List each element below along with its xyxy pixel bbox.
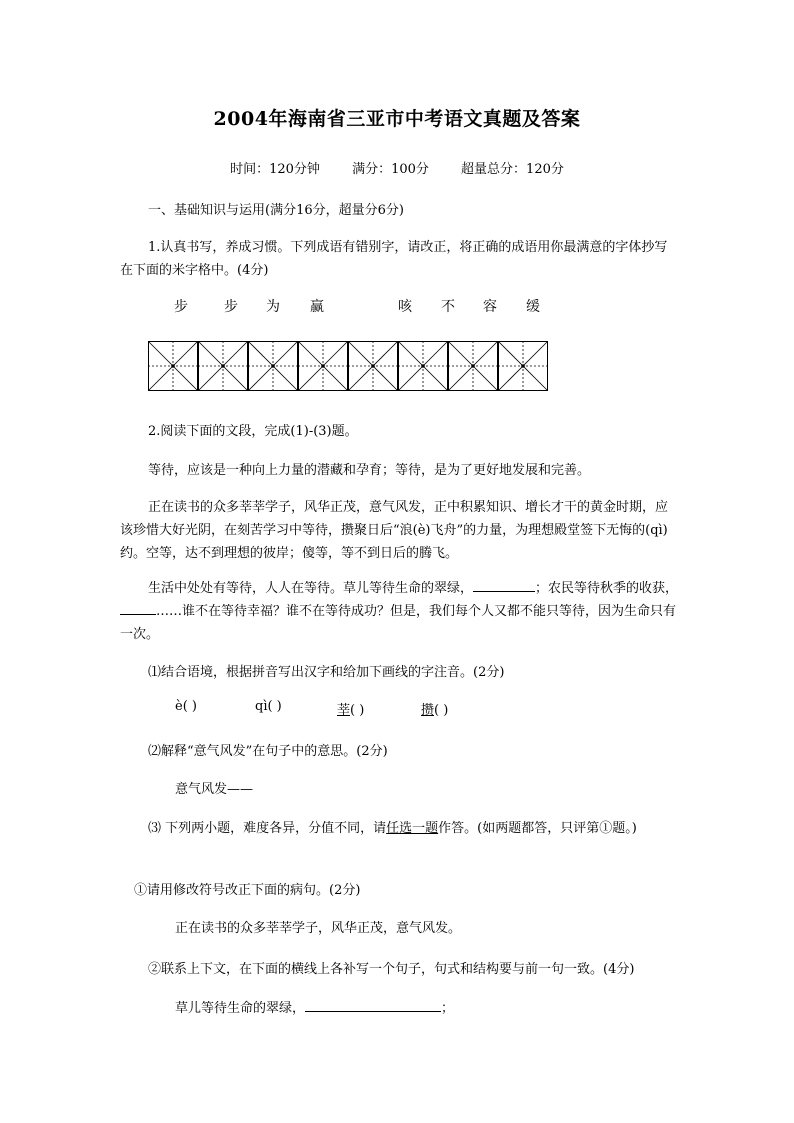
subquestion-2: ⑵解释“意气风发”在句子中的意思。(2分) xyxy=(148,744,388,759)
idiom-char: 咳 xyxy=(398,299,412,315)
exam-total-score: 超量总分：120分 xyxy=(461,162,564,177)
exam-time: 时间：120分钟 xyxy=(230,162,320,177)
subquestion-3-text: 作答。(如两题都答，只评第①题。) xyxy=(438,821,637,836)
idiom-char: 容 xyxy=(483,299,497,315)
passage-paragraph-2: 正在读书的众多莘莘学子，风华正茂，意气风发，正中积累知识、增长才干的黄金时期，应该珍惜大好光阴，在刻苦学习中等待，攒聚日后“浪(è)飞舟”的力量，为理想殿堂签下无悔的(qì)约。空等，达不到理想的彼岸；傻等，等不到日后的腾飞。 xyxy=(120,500,669,561)
passage-paragraph-3 xyxy=(120,577,680,646)
passage-text: ；农民等待秋季的收获， xyxy=(535,581,679,596)
mi-character-grid[interactable] xyxy=(148,341,548,391)
passage-text: 生活中处处有等待，人人在等待。草儿等待生命的翠绿， xyxy=(148,581,474,596)
section-heading: 一、基础知识与运用(满分16分，超量分6分) xyxy=(148,203,404,218)
char-item xyxy=(337,699,364,718)
passage-paragraph-1: 等待，应该是一种向上力量的潜藏和孕育；等待，是为了更好地发展和完善。 xyxy=(148,463,591,478)
idiom-char: 不 xyxy=(441,299,455,315)
subquestion-3-text: ⑶ 下列两小题，难度各异，分值不同，请 xyxy=(148,821,387,836)
sub-item-2-text: 草儿等待生命的翠绿， xyxy=(175,1001,306,1016)
subquestion-1: ⑴结合语境，根据拼音写出汉字和给加下画线的字注音。(2分) xyxy=(148,665,505,680)
sub-item-1: ①请用修改符号改正下面的病句。(2分) xyxy=(134,883,361,898)
exam-meta xyxy=(0,158,794,177)
char-paren: ( ) xyxy=(434,703,449,718)
idiom-char: 步 xyxy=(174,299,188,315)
page-title: 2004年海南省三亚市中考语文真题及答案 xyxy=(213,108,581,130)
char-item xyxy=(421,699,448,718)
underlined-char: 攒 xyxy=(421,703,435,718)
pinyin-item: qì( ) xyxy=(255,699,282,714)
idiom-char: 赢 xyxy=(310,299,324,315)
answer-blank[interactable] xyxy=(120,602,156,615)
question-2-intro: 2.阅读下面的文段，完成(1)-(3)题。 xyxy=(148,424,358,439)
question-1-text: 1.认真书写，养成习惯。下列成语有错别字，请改正，将正确的成语用你最满意的字体抄写在下面的米字格中。(4分) xyxy=(120,240,668,278)
idiom-chars xyxy=(0,296,794,316)
sub-item-2-line xyxy=(175,997,454,1016)
subquestion-3-emphasis: 任选一题 xyxy=(386,821,439,836)
idiom-char: 为 xyxy=(266,299,280,315)
idiom-char: 步 xyxy=(224,299,238,315)
underlined-char: 莘 xyxy=(337,703,351,718)
sub-item-2: ②联系上下文，在下面的横线上各补写一个句子，句式和结构要与前一句一致。(4分) xyxy=(148,962,635,977)
subquestion-2-answer: 意气风发—— xyxy=(175,782,254,797)
exam-full-score: 满分：100分 xyxy=(352,162,429,177)
answer-blank[interactable] xyxy=(473,579,535,592)
pinyin-item: è( ) xyxy=(175,699,197,714)
passage-text: ……谁不在等待幸福？谁不在等待成功？但是，我们每个人又都不能只等待，因为生命只有一次。 xyxy=(120,604,677,642)
subquestion-3 xyxy=(148,817,688,840)
sub-item-2-end: ； xyxy=(441,1001,455,1016)
sub-item-1-sentence: 正在读书的众多莘莘学子，风华正茂，意气风发。 xyxy=(175,921,462,936)
answer-blank[interactable] xyxy=(305,999,441,1012)
idiom-char: 缓 xyxy=(526,299,540,315)
char-paren: ( ) xyxy=(350,703,365,718)
